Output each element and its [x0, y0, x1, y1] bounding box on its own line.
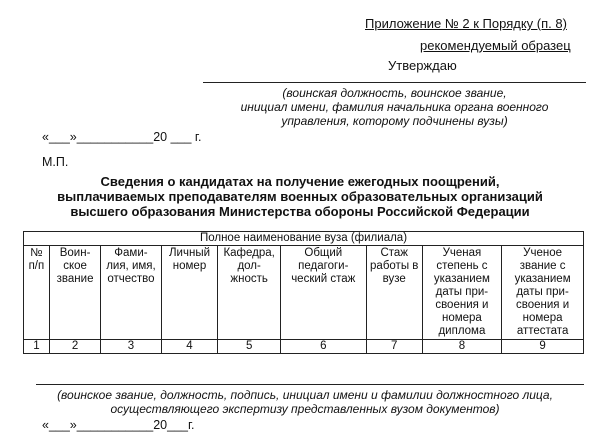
- column-number: 1: [24, 340, 50, 354]
- column-number: 4: [161, 340, 218, 354]
- expert-date-line: «___»___________20___г.: [42, 418, 195, 432]
- column-header: № п/п: [24, 246, 50, 340]
- column-number: 9: [502, 340, 584, 354]
- expert-signature-line: [36, 384, 584, 385]
- column-header: Воин-ское звание: [49, 246, 101, 340]
- document-title: [10, 174, 590, 219]
- candidates-table: [23, 231, 584, 354]
- column-number: 6: [280, 340, 366, 354]
- column-header: Личный номер: [161, 246, 218, 340]
- approval-date-line: «___»___________20 ___ г.: [42, 130, 202, 144]
- sample-label: рекомендуемый образец: [420, 38, 571, 53]
- column-number: 2: [49, 340, 101, 354]
- approver-hint-line-3: управления, которому подчинены вузы): [281, 114, 508, 128]
- table-caption: Полное наименование вуза (филиала): [24, 232, 584, 246]
- column-header: Общий педагоги-ческий стаж: [280, 246, 366, 340]
- expert-hint-line-1: (воинское звание, должность, подпись, инициал имени и фамилии должностного лица,: [57, 388, 553, 402]
- appendix-reference: Приложение № 2 к Порядку (п. 8): [365, 16, 567, 31]
- column-number: 5: [218, 340, 280, 354]
- approve-label: Утверждаю: [388, 58, 457, 73]
- column-number: 8: [422, 340, 502, 354]
- expert-hint: [20, 388, 590, 416]
- column-header: Стаж работы в вузе: [366, 246, 422, 340]
- stamp-place: М.П.: [42, 155, 69, 169]
- expert-hint-line-2: осуществляющего экспертизу представленных вузом документов): [110, 402, 500, 416]
- column-header: Кафедра, дол-жность: [218, 246, 280, 340]
- column-number: 3: [101, 340, 161, 354]
- column-number: 7: [366, 340, 422, 354]
- approver-signature-line: [203, 82, 586, 83]
- column-header: Ученая степень с указанием даты при-своения и номера диплома: [422, 246, 502, 340]
- approver-hint-line-1: (воинская должность, воинское звание,: [282, 86, 507, 100]
- column-header: Фами-лия, имя, отчество: [101, 246, 161, 340]
- approver-hint-line-2: инициал имени, фамилия начальника органа военного: [240, 100, 549, 114]
- column-header: Ученое звание с указанием даты при-своения и номера аттестата: [502, 246, 584, 340]
- title-line-3: высшего образования Министерства обороны Российской Федерации: [70, 204, 530, 219]
- title-line-2: выплачиваемых преподавателям военных образовательных организаций: [57, 189, 543, 204]
- approver-hint: [203, 86, 586, 128]
- title-line-1: Сведения о кандидатах на получение ежегодных поощрений,: [100, 174, 500, 189]
